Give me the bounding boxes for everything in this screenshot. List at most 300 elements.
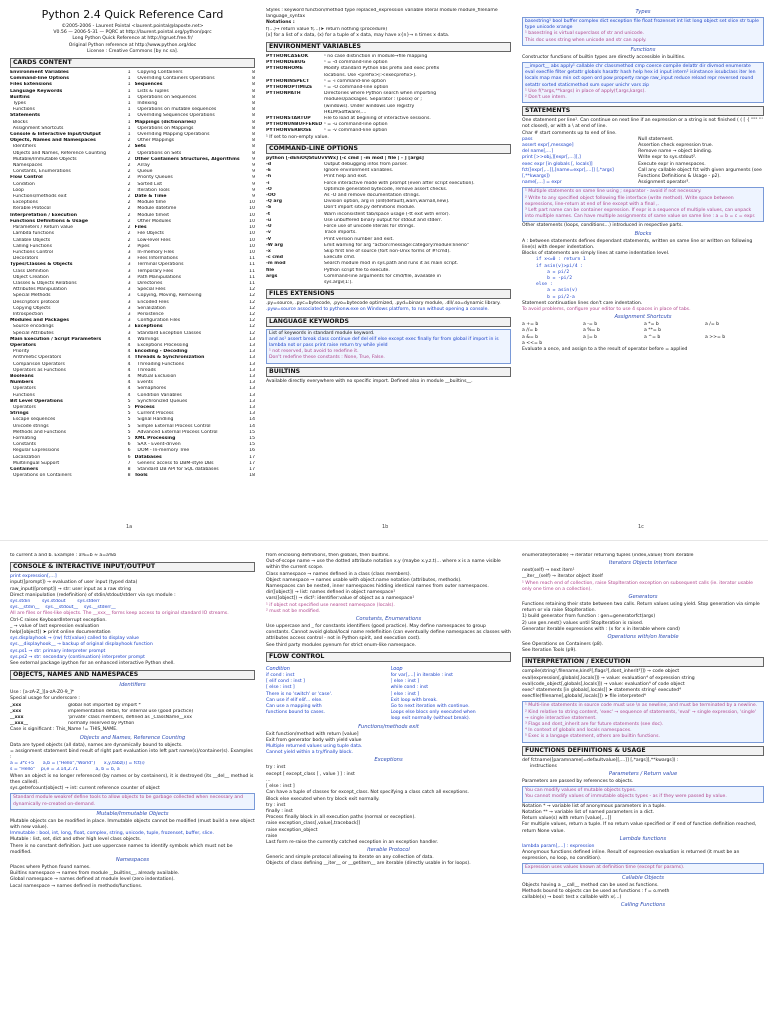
toc-item-page: 9 <box>252 181 255 187</box>
keywords-intro: List of keywords in standard module keyword. <box>269 330 375 336</box>
iterators-3: ¹ When reach end of collection, raise StopIteration exception on subsequent calls (ie. iterator usable only one time on a collection). <box>522 580 753 592</box>
toc-item-page: 17 <box>249 454 255 460</box>
page-divider <box>0 540 768 541</box>
console-5: sys.stdin sys.stdout sys.stderr <box>10 599 100 605</box>
generators-4: Generator iterable expressions with : (x for x in iterable where cond) <box>522 626 680 632</box>
toc-item-page: 15 <box>249 442 255 448</box>
types-box <box>522 17 764 46</box>
cmd-row-key: -S <box>266 205 272 211</box>
toc-item-page: 9 <box>252 156 255 162</box>
toc-item-title: Special Files <box>134 287 166 293</box>
iterable-1: Generic and simple protocol allowing to iterate on any collection of data. <box>266 855 434 861</box>
toc-item-page: 2 <box>127 194 131 200</box>
condition-line: functions bound to cases. <box>266 710 326 716</box>
ns-2: Builtins namespace → names from module __builtins__, already available. <box>10 871 180 877</box>
functions-title: Functions <box>630 46 656 53</box>
statement-desc: Call any callable object fct with given arguments (see Functions Definitions & Usage - p2). <box>638 167 762 180</box>
page-label-1b: 1b <box>382 524 389 530</box>
statements-note-2: ² Write to any specified object following file interface (write method). Write space between expressions, line-return at end of line except with a final ,. <box>525 195 734 207</box>
interp-3: eval(code_object[,globals[,locals]]) → value: evaluation⁴ of code object <box>522 681 685 687</box>
cmd-row-value: Don't import site.py definitions module. <box>324 205 416 211</box>
toc-item-page: 12 <box>249 287 255 293</box>
toc-item-title: Escape sequences <box>10 417 56 423</box>
toc-item-title: Pipes <box>134 243 150 249</box>
toc-item-title: Types/Classes & Objects <box>10 262 73 268</box>
console-7: All are files or files-like objects. The __xxx__ forms keep access to original standard IO streams. <box>10 611 229 617</box>
toc-item-page: 8 <box>252 138 255 144</box>
toc-item-page: 6 <box>127 442 131 448</box>
toc-item-title: Unicode strings <box>10 423 49 429</box>
statements-list <box>522 137 764 187</box>
toc-item-page: 13 <box>249 398 255 404</box>
toc-item-title: Statements <box>10 113 41 119</box>
env-row-value: ¹ = -d command-line option <box>324 60 388 66</box>
flow-columns <box>266 664 511 723</box>
toc-item-page: 2 <box>127 150 131 156</box>
fexit-title: Functions/methods exit <box>358 723 419 730</box>
toc-item-page: 10 <box>249 218 255 224</box>
env-row-value: locations. Use <prefix>[:<execprefix>]. <box>324 72 417 78</box>
mut-2: Immutable : bool, int, long, float, complex, string, unicode, tuple, frozenset, buffer, slice. <box>10 831 214 837</box>
toc-item-title: Multilingual Support <box>10 460 60 466</box>
ns-cont-3: Class namespace → names defined in a class (class members). <box>266 571 411 577</box>
cmd-row-value: Output debugging infos from parser. <box>324 162 408 168</box>
license: License : Creative Commons [by nc sa]. <box>86 48 179 54</box>
toc-item-title: Parameters / Return value <box>10 225 73 231</box>
env-row-key: PYTHONSTARTUP <box>266 116 311 122</box>
exception-line: try : inst <box>266 802 286 808</box>
toc-item-title: Priority <box>10 349 30 355</box>
toc-item-page: 4 <box>127 349 131 355</box>
toc-item-page: 2 <box>127 237 131 243</box>
loop-line: [ else : inst ] <box>390 691 420 697</box>
toc-item-title: Booleans <box>10 373 34 379</box>
cmd-row-key: -x <box>266 248 271 254</box>
obj-5: When an object is no longer referenced (by names or by containers), it is destroyed (its __del__ method is then called). <box>10 773 254 785</box>
params-5: Notation ** → variable list of named parameters in a dict. <box>522 809 654 815</box>
ns-cont-2: Out-of-scope name → use the dotted attribute notation x.y (maybe x.y.z.t)… where x is a name visible within the current scope. <box>266 559 501 571</box>
env-row-value: ¹ = -i command-line option <box>324 78 386 84</box>
toc-item-title: Special Attributes <box>10 330 54 336</box>
toc-item-title: Warnings <box>134 336 159 342</box>
exception-line: raise exception_class[,value[,traceback]] <box>266 821 361 827</box>
env-row-value: modules/packages. Separator : (posix) or ; <box>324 97 422 103</box>
console-9: _ → value of last expression evaluation <box>10 623 100 629</box>
copyright: ©2005-2006 - Laurent Pointal <laurent.pointal@laposte.net> <box>61 24 204 29</box>
toc-item-page: 13 <box>249 411 255 417</box>
ident-row-key: __xxx <box>10 715 24 721</box>
toc-item-title: Console & Interactive Input/Output <box>10 132 101 138</box>
ns-cont-4: Object namespace → names usable with object.name notation (attributes, methods). <box>266 577 462 583</box>
fexit-2: Exit from generator body with yield value <box>266 737 362 743</box>
toc-item-title: Copying Containers <box>134 70 183 76</box>
toc-item-page: 2 <box>127 212 131 218</box>
ns-cont-7: vars([object]) → dict²: identifier:value of object as a namespace¹ <box>266 596 415 602</box>
toc-item-title: Module datetime <box>134 206 177 212</box>
toc-item-title: Functions Definitions & Usage <box>10 218 88 224</box>
toc-item-page: 8 <box>252 113 255 119</box>
panel-2c <box>522 553 764 1024</box>
functions-note-1: ¹ Use f(*args,**kargs) in place of apply(f,args,kargs). <box>525 88 646 94</box>
toc-item-page: 1 <box>127 107 131 113</box>
console-4: Direct manipulation (redefinition) of stdin/stdout/stderr via sys module : <box>10 592 176 598</box>
toc-item-title: Functions <box>10 107 35 113</box>
toc-item-title: Arithmetic Operators <box>10 355 62 361</box>
toc-item-page: 1 <box>127 82 131 88</box>
toc-item-page: 14 <box>249 423 255 429</box>
toc-item-title: Overriding Containers Operations <box>134 76 215 82</box>
lambda-1: lambda param[,…] : expression <box>522 843 595 849</box>
params-2: You can modify values of mutable objects types. <box>525 788 637 794</box>
keywords-note-1: ¹ not reserved, but avoid to redefine it. <box>269 349 359 355</box>
toc-item-title: Date & Time <box>134 194 167 200</box>
cmd-row-key: args <box>266 273 278 279</box>
cmd-row-key: -h <box>266 174 272 180</box>
toc-item-title: Module time <box>134 200 166 206</box>
notation-1: f(…)→ return value f(…)➤ return nothing (procedure) <box>266 26 388 32</box>
ident-row-value: normally reserved by Python <box>68 721 135 727</box>
toc-item[interactable] <box>10 473 131 479</box>
generators-2: 1) build generator from function : gen=generatorfct(args) <box>522 614 656 620</box>
panel-1b <box>266 8 511 513</box>
statements-notes-box <box>522 187 764 222</box>
card-title: Python 2.4 Quick Reference Card <box>41 8 224 21</box>
toc-item-title: Encoded Files <box>134 299 169 305</box>
toc-item-page: 13 <box>249 342 255 348</box>
toc-item-page: 3 <box>127 324 131 330</box>
long-reference: Long Python Quick Reference at http://rgruet.free.fr/ <box>72 36 193 42</box>
toc-item-title: Sorted List <box>134 181 163 187</box>
cmd-row-value: Trace imports. <box>324 230 357 236</box>
toc-item-title: Objects, Names and Namespaces <box>10 138 96 144</box>
env-note: ¹ If set to non-empty value. <box>266 134 329 140</box>
toc-item-page: 8 <box>252 82 255 88</box>
code-line: if asin(v)>pi/4 : <box>536 263 584 269</box>
section-builtins: BUILTINS <box>266 367 511 377</box>
toc-item[interactable] <box>135 473 256 479</box>
cmd-row-key: -t <box>266 211 271 217</box>
toc-item-page: 3 <box>127 249 131 255</box>
original-reference: Original Python reference at http://www.python.org/doc <box>68 42 197 48</box>
assign-shortcut: a /= b <box>705 322 720 328</box>
toc-item-page: 3 <box>127 262 131 268</box>
toc-item-page: 1 <box>127 125 131 131</box>
toc-item-title: Tools <box>134 473 148 479</box>
toc-item-page: 1 <box>127 94 131 100</box>
types-title: Types <box>635 9 651 15</box>
toc-item-title: Configuration Files <box>134 318 181 324</box>
functions-note-2: ² Don't use intern. <box>525 95 567 101</box>
iterable-2: Objects of class defining __iter__ or __getitem__ are iterable (directly usable in for loops). <box>266 861 471 867</box>
env-row-value: File to load at begining of interactive sessions. <box>324 116 431 122</box>
toc-item-title: Lambda functions <box>10 231 55 237</box>
statement-desc: Remove name → object binding. <box>638 149 713 155</box>
env-row-value: (windows). Under windows use registry <box>324 103 415 109</box>
iterators-2: __iter__(self) → iterator object itself <box>522 574 603 580</box>
toc-item-page: 2 <box>127 144 131 150</box>
toc-item-page: 5 <box>127 429 131 435</box>
toc-item-page: 9 <box>252 163 255 169</box>
toc-item-title: Overriding Sequences Operations <box>134 113 215 119</box>
toc-item-page: 4 <box>127 367 131 373</box>
toc-item-title: Current Process <box>134 411 174 417</box>
code-line: a = asin(v) <box>536 288 578 294</box>
env-row-value: Modify standard Python libs prefix and exec prefix <box>324 66 440 72</box>
toc-item-title: Process <box>134 404 155 410</box>
console-12: sys.__displayhook__ → backup of original displayhook function <box>10 642 153 648</box>
exception-line: raise <box>266 833 278 839</box>
assign-shortcut: a >>= b <box>705 334 726 340</box>
toc-item-page: 2 <box>127 200 131 206</box>
toc-item-page: 15 <box>249 436 255 441</box>
toc-item-title: Decorators <box>10 256 39 262</box>
toc-item-title: Assignment Shortcuts <box>10 125 64 131</box>
exception-line: Last form re-raise the currently catched exception in an exception handler. <box>266 839 439 845</box>
toc-item-page: 2 <box>127 138 131 144</box>
code-line: if x<=0 : return 1 <box>536 257 586 263</box>
section-statements: STATEMENTS <box>522 106 764 116</box>
toc-item-page: 17 <box>249 467 255 473</box>
exception-line: finally : inst <box>266 808 293 814</box>
exception-line: Block else executed when try block exit normally. <box>266 796 380 802</box>
toc-item-page: 13 <box>249 404 255 410</box>
toc-item-page: 5 <box>127 423 131 429</box>
toc-item-title: Introspection <box>10 311 44 317</box>
toc-item-page: 12 <box>249 293 255 299</box>
toc-item-page: 2 <box>127 163 131 169</box>
toc-item-page: 5 <box>127 411 131 417</box>
objref-title: Objects and Names, Reference Counting <box>79 734 186 741</box>
cmd-row-value: Warn inconsistent tab/space usage (-tt exit with error). <box>324 211 450 217</box>
console-1: print expression[,…] <box>10 574 57 580</box>
toc-item-page: 2 <box>127 169 131 175</box>
interp-5: execfile(filename[,globals[,locals]]) ➤ file interpreted⁴ <box>522 694 646 700</box>
loop-line: while cond : inst <box>390 685 429 691</box>
toc-item-title: Command-line Options <box>10 76 69 82</box>
exception-line: … <box>266 777 271 783</box>
toc-item-title: Namespaces <box>10 163 43 169</box>
toc-item-title: Operations on Sequences <box>134 94 197 100</box>
toc-item-page: 11 <box>249 274 255 280</box>
cmd-row-value: As -O and remove documentation strings. <box>324 193 421 199</box>
toc-item-title: Events <box>134 380 153 386</box>
toc-item-title: Advanced External Process Control <box>134 429 218 435</box>
env-row <box>266 128 511 134</box>
toc-item-page: 3 <box>127 274 131 280</box>
toc-item-title: Special Methods <box>10 293 51 299</box>
code-line: b = pi/2-a <box>536 294 575 300</box>
toc-item-page: 1 <box>127 88 131 94</box>
loop-line: for var[,…] in iterable : inst <box>390 673 453 679</box>
toc-item-title: Threading Functions <box>134 361 184 367</box>
assign-shortcut: a &= b <box>522 334 539 340</box>
lambda-title: Lambda functions <box>619 835 667 842</box>
toc-item-title: Low-level Files <box>134 237 171 243</box>
env-row-key: PYTHONINSPECT <box>266 78 310 84</box>
cmd-row <box>266 280 511 286</box>
blocks-3: Statement continuation lines don't care indentation. <box>522 300 643 306</box>
ident-row-value: global not imported by import * <box>68 702 141 708</box>
panel-2a <box>10 553 255 1024</box>
toc-item-page: 2 <box>127 206 131 212</box>
toc-item-page: 10 <box>249 225 255 231</box>
toc-item-title: Operations on Sets <box>134 150 182 156</box>
generators-title: Generators <box>628 594 658 601</box>
toc-item-title: Threads & Synchronization <box>134 355 205 361</box>
env-row-key: PYTHONOPTIMIZE <box>266 85 313 91</box>
assign-shortcut: a ^= b <box>644 334 661 340</box>
toc-item-title: Builtins <box>10 94 30 100</box>
toc-item-page: 1 <box>127 113 131 119</box>
exceptions-title: Exceptions <box>374 757 403 764</box>
params-4: Notation * → variable list of anonymous parameters in a tuple. <box>522 803 666 809</box>
loop-column <box>391 664 512 723</box>
toc-item-page: 8 <box>252 101 255 107</box>
toc-item-page: 2 <box>127 156 131 162</box>
toc-item-title: DOM - In-memory Tree <box>134 448 190 454</box>
toc-item-page: 10 <box>249 249 255 255</box>
cmd-row-value: Command-line arguments for cmd/file, available in <box>324 273 441 279</box>
interp-note-5: ⁵ Exec is a langage statement, others are builtin functions. <box>525 734 660 740</box>
statement-desc: Write expr to sys.stdout². <box>638 155 697 161</box>
interp-note-2: ² Kind relative to string content, 'exec' → sequence of statements, 'eval' → single expression, 'single' → single interactive statement. <box>525 709 757 721</box>
obj-7: Standard module weakref define tools to allow objects to be garbage collected when necessary and dynamically re-created on-demand. <box>10 793 255 809</box>
ident-row-key: _xxx <box>10 708 22 714</box>
toc-item-page: 1 <box>127 119 131 125</box>
env-row-value: ¹ = -O command-line option <box>324 85 389 91</box>
functions-list: __import__ abs apply¹ callable chr classmethod cmp coerce compile delattr dir divmod enumerate eval execfile filter getattr globals hasattr hash help hex id input intern² isinstance issubclass iter len locals map max min oct open ord pow property range raw_input reduce reload repr reversed round setattr sorted staticmethod sum super unichr vars zip <box>525 64 756 88</box>
console-15: See external package ipython for an enhanced interactive Python shell. <box>10 661 175 667</box>
cmd-row-value: Search module mod in sys.path and runs it as main script. <box>324 261 459 267</box>
toc-item-title: Array <box>134 163 150 169</box>
assignment-grid <box>522 322 764 347</box>
section-command-line: COMMAND-LINE OPTIONS <box>266 144 511 154</box>
ident-row-key: __xxx__ <box>10 721 29 727</box>
cmd-row-value: Optimize generated bytecode, remove assert checks. <box>324 186 448 192</box>
assignment-title: Assignment Shortcuts <box>614 314 672 321</box>
assign-shortcut: a <<= b <box>522 340 543 346</box>
cmd-syntax: python [-dEhiOQStuUvVWx] [-c cmd | -m mod | file | - ] [args] <box>266 155 424 161</box>
toc-item-title: Indexing <box>134 101 158 107</box>
params-title: Parameters / Return value <box>608 771 678 778</box>
calling-title: Calling Functions <box>620 902 666 909</box>
toc-item-page: 4 <box>127 373 131 379</box>
lambda-2: Anonymous functions defined inline. Result of expression evaluation is returned (it must be an expression, no loop, no condition). <box>522 849 740 862</box>
panel-2b <box>266 553 511 1024</box>
constants-title: Constants, Enumerations <box>355 616 422 623</box>
cmd-row-value: Print help and exit. <box>324 174 368 180</box>
toc-item-title: Files <box>134 225 147 231</box>
env-row-key: PYTHONDEBUG <box>266 60 306 66</box>
toc-item-title: Regular Expressions <box>10 448 60 454</box>
toc-item-page: 4 <box>127 386 131 392</box>
interp-4: exec⁵ statements [in globals[,locals]] ➤ statements string¹ executed⁴ <box>522 688 681 694</box>
cmd-row-value: Execute cmd. <box>324 255 356 261</box>
toc-item-title: Objects and Names, Reference Counting <box>10 150 107 156</box>
def-line: def fctname([paramname[=defaultvalue][,…]] [,*args][,**kwargs]) : <box>522 757 679 763</box>
exception-line: Can have a tuple of classes for except_class. Not specifying a class catch all exceptions. <box>266 790 469 796</box>
toc-item-title: Operations on Containers <box>10 473 72 479</box>
toc-item-page: 13 <box>249 386 255 392</box>
toc-item-title: Callable Objects <box>10 237 51 243</box>
blocks-title: Blocks <box>634 230 652 237</box>
toc-item-title: Blocks <box>10 119 28 125</box>
section-language-keywords: LANGUAGE KEYWORDS <box>266 317 511 327</box>
toc-item-page: 10 <box>249 243 255 249</box>
cmd-row-key: -m mod <box>266 261 286 267</box>
statement-desc: Assertion check expression true. <box>638 143 714 149</box>
functions-box <box>522 62 764 103</box>
toc-item-title: Strings <box>10 411 29 417</box>
section-console: CONSOLE & INTERACTIVE INPUT/OUTPUT <box>10 562 255 572</box>
cmd-row-key: -OO <box>266 193 276 199</box>
toc-item-page: 1 <box>127 76 131 82</box>
toc-item-title: Descriptors protocol <box>10 299 60 305</box>
ident-1: Use : [a-zA-Z_][a-zA-Z0-9_]* <box>10 690 75 696</box>
assign-shortcut: a %= b <box>583 328 600 334</box>
ns-4: Local namespace → names defined in methods/functions. <box>10 883 143 889</box>
panel-1a <box>10 8 255 513</box>
toc-item-title: Attributes Manipulation <box>10 287 67 293</box>
def-instructions: instructions <box>530 763 557 769</box>
fexit-1: Exit function/method with return [value] <box>266 731 359 737</box>
toc-item-title: Semaphores <box>134 386 167 392</box>
operations-iterable-title: Operations with/on Iterable <box>607 634 679 641</box>
identifier-list <box>10 703 255 728</box>
toc-item-page: 5 <box>127 417 131 423</box>
toc-item-title: Operators <box>10 386 36 392</box>
loop-line: Exit loop with break. <box>390 697 438 703</box>
loop-line: Loops else blocs only executed when <box>390 710 476 716</box>
callable-title: Callable Objects <box>621 874 665 881</box>
toc-item-page: 8 <box>127 467 131 473</box>
exceptions-lines <box>266 765 511 846</box>
statement-row <box>522 168 764 180</box>
exception-line: try : inst <box>266 765 286 771</box>
toc-item-title: SAX - Event-driven <box>134 442 181 448</box>
toc-item-title: Terminal Operations <box>134 262 184 268</box>
obj-6: sys.getrefcount(object) → int: current reference counter of object <box>10 786 160 792</box>
toc-item-title: Localization <box>10 454 41 460</box>
section-files-extensions: FILES EXTENSIONS <box>266 289 511 299</box>
cmd-list <box>266 162 511 286</box>
cmd-row-value: Python script file to execute. <box>324 267 390 273</box>
condition-line: Can use if elif elif… else. <box>266 697 323 703</box>
toc-item-page: 1 <box>127 132 131 138</box>
toc-item-page: 8 <box>252 125 255 131</box>
mut-4: There is no constant definition. Just use uppercase names to identify symbols which must not be modified. <box>10 843 233 855</box>
toc-item-page: 12 <box>249 299 255 305</box>
ident-row-value: 'private' class members, defined as _ClassName__xxx <box>68 715 192 721</box>
toc-item-page: 3 <box>127 305 131 311</box>
files-2: .pyw=source associated to pythonw.exe on Windows platform, to run without opening a console. <box>266 307 489 313</box>
toc-item-title: Constants <box>10 442 36 448</box>
toc-item-title: Operations on Mappings <box>134 125 194 131</box>
condition-line: Can use a mapping with <box>266 704 322 710</box>
keywords-note-2: Don't redefine these constants : None, True, False. <box>269 355 385 361</box>
toc-item-title: Bit Level Operations <box>10 398 63 404</box>
statement-syntax: del name[,…] <box>522 149 554 155</box>
exception-line: except [ except_class [ , value ] ] : inst <box>266 771 355 777</box>
env-row-value: ¹ = -u command-line option <box>324 122 388 128</box>
toc-item-page: 8 <box>252 144 255 150</box>
toc-item-title: Constants, Enumerations <box>10 169 71 175</box>
toc-item-title: Condition Variables <box>134 392 182 398</box>
toc-item-page: 10 <box>249 212 255 218</box>
statement-syntax: pass <box>522 136 533 142</box>
obj-1: Data are typed objects (all data), names are dynamically bound to objects. <box>10 742 183 748</box>
operations-2: See Iteration Tools (p9). <box>522 648 577 654</box>
